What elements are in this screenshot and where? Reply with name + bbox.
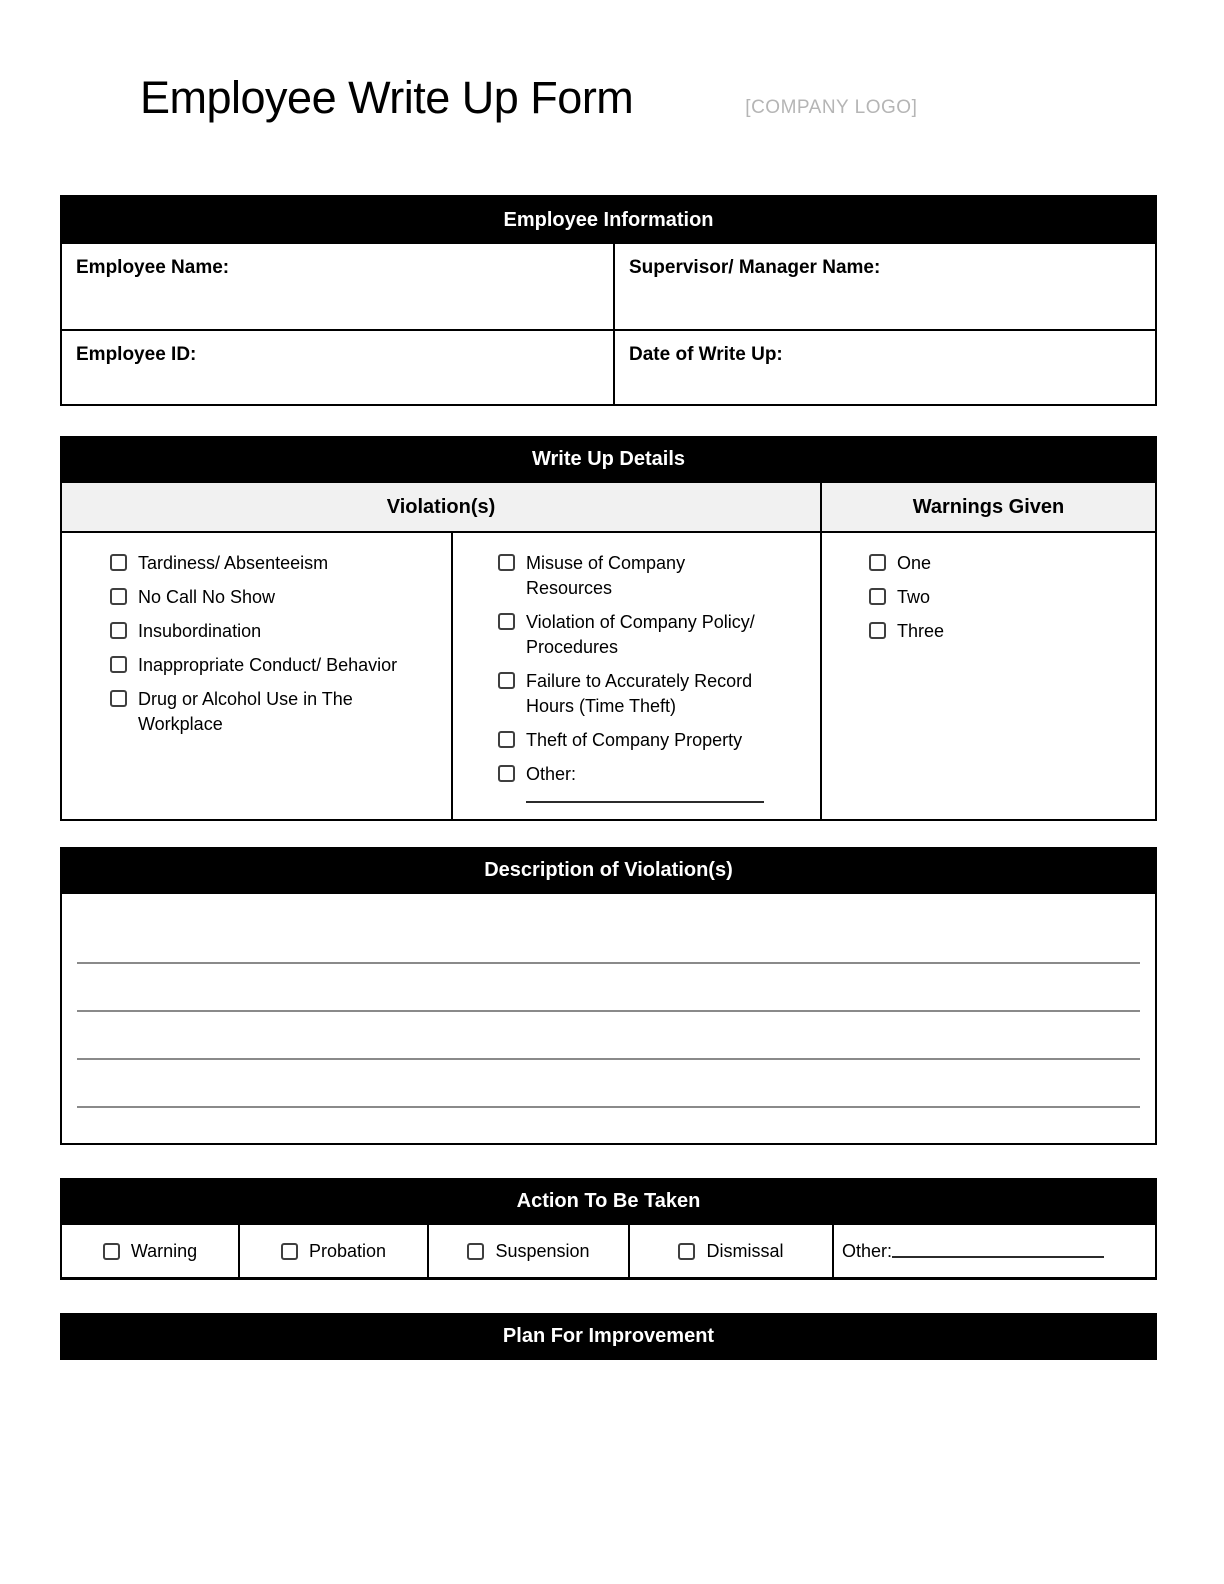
action-label: Warning bbox=[130, 1241, 198, 1261]
employee-info-row-2 bbox=[62, 329, 1155, 404]
violation-label: Violation of Company Policy/ Procedures bbox=[526, 612, 755, 657]
checkbox[interactable] bbox=[110, 622, 127, 639]
violation-option-policy-violation bbox=[498, 610, 820, 660]
violation-label: Inappropriate Conduct/ Behavior bbox=[138, 655, 398, 675]
warning-option-one bbox=[869, 551, 1155, 576]
write-line[interactable] bbox=[77, 1060, 1140, 1108]
violation-label: Insubordination bbox=[138, 621, 262, 641]
warning-option-two bbox=[869, 585, 1155, 610]
violation-option-other bbox=[498, 762, 820, 787]
employee-name-label: Employee Name: bbox=[76, 257, 230, 278]
write-up-details-subheaders bbox=[62, 483, 1155, 533]
action-options-row bbox=[60, 1225, 1157, 1280]
violation-option-drug-alcohol bbox=[110, 687, 451, 737]
warnings-column bbox=[820, 533, 1155, 819]
violation-label: Misuse of Company Resources bbox=[526, 553, 686, 598]
violations-column-header: Violation(s) bbox=[386, 496, 496, 518]
action-option-other bbox=[832, 1225, 1155, 1277]
violation-option-tardiness bbox=[110, 551, 451, 576]
violation-option-inappropriate-conduct bbox=[110, 653, 451, 678]
action-label: Dismissal bbox=[706, 1241, 784, 1261]
violation-option-time-theft bbox=[498, 669, 820, 719]
checkbox[interactable] bbox=[498, 731, 515, 748]
company-logo-placeholder: [COMPANY LOGO] bbox=[745, 97, 918, 118]
checkbox[interactable] bbox=[281, 1243, 298, 1260]
employee-information-section bbox=[60, 195, 1157, 406]
other-violation-fill-line[interactable] bbox=[526, 801, 764, 803]
violation-label: Tardiness/ Absenteeism bbox=[138, 553, 329, 573]
action-option-warning bbox=[62, 1225, 238, 1277]
write-up-details-section bbox=[60, 436, 1157, 821]
checkbox[interactable] bbox=[869, 554, 886, 571]
violation-option-property-theft bbox=[498, 728, 820, 753]
action-other-fill-line[interactable] bbox=[892, 1244, 1104, 1258]
checkbox[interactable] bbox=[110, 588, 127, 605]
plan-header: Plan For Improvement bbox=[60, 1313, 1157, 1360]
checkbox[interactable] bbox=[678, 1243, 695, 1260]
violation-label: No Call No Show bbox=[138, 587, 276, 607]
checkbox[interactable] bbox=[110, 554, 127, 571]
action-option-probation bbox=[238, 1225, 427, 1277]
write-line[interactable] bbox=[77, 1012, 1140, 1060]
action-option-suspension bbox=[427, 1225, 628, 1277]
action-header: Action To Be Taken bbox=[60, 1178, 1157, 1225]
page-title: Employee Write Up Form bbox=[140, 72, 634, 123]
employee-info-row-1 bbox=[62, 244, 1155, 329]
checkbox[interactable] bbox=[869, 588, 886, 605]
checkbox[interactable] bbox=[869, 622, 886, 639]
plan-section bbox=[60, 1313, 1157, 1360]
title-row bbox=[60, 0, 1157, 124]
write-line[interactable] bbox=[77, 964, 1140, 1012]
description-header: Description of Violation(s) bbox=[60, 847, 1157, 894]
warning-option-three bbox=[869, 619, 1155, 644]
employee-name-field[interactable] bbox=[62, 244, 613, 329]
write-line[interactable] bbox=[77, 916, 1140, 964]
violation-label: Theft of Company Property bbox=[526, 730, 743, 750]
checkbox[interactable] bbox=[110, 656, 127, 673]
write-up-details-body bbox=[62, 533, 1155, 819]
warning-label: One bbox=[897, 553, 932, 573]
checkbox[interactable] bbox=[467, 1243, 484, 1260]
checkbox[interactable] bbox=[498, 765, 515, 782]
warning-label: Three bbox=[897, 621, 945, 641]
checkbox[interactable] bbox=[110, 690, 127, 707]
description-section bbox=[60, 847, 1157, 1145]
employee-information-header: Employee Information bbox=[62, 197, 1155, 244]
violation-option-no-call-no-show bbox=[110, 585, 451, 610]
violation-option-misuse-resources bbox=[498, 551, 820, 601]
form-page bbox=[60, 0, 1157, 1360]
date-of-write-up-label: Date of Write Up: bbox=[629, 344, 783, 365]
write-up-details-header: Write Up Details bbox=[60, 436, 1157, 483]
warnings-column-header: Warnings Given bbox=[820, 483, 1155, 531]
checkbox[interactable] bbox=[498, 613, 515, 630]
action-label: Suspension bbox=[495, 1241, 590, 1261]
date-of-write-up-field[interactable] bbox=[613, 331, 1155, 404]
checkbox[interactable] bbox=[498, 554, 515, 571]
action-other-label: Other: bbox=[842, 1240, 893, 1261]
violations-column-2 bbox=[451, 533, 820, 819]
checkbox[interactable] bbox=[103, 1243, 120, 1260]
action-section bbox=[60, 1178, 1157, 1280]
violation-option-insubordination bbox=[110, 619, 451, 644]
checkbox[interactable] bbox=[498, 672, 515, 689]
violation-label: Drug or Alcohol Use in The Workplace bbox=[138, 689, 353, 734]
employee-id-label: Employee ID: bbox=[76, 344, 197, 365]
violations-column-1 bbox=[62, 533, 451, 819]
supervisor-name-label: Supervisor/ Manager Name: bbox=[629, 257, 881, 278]
description-write-area[interactable] bbox=[60, 894, 1157, 1145]
employee-id-field[interactable] bbox=[62, 331, 613, 404]
violation-label: Other: bbox=[526, 764, 577, 784]
action-option-dismissal bbox=[628, 1225, 832, 1277]
supervisor-name-field[interactable] bbox=[613, 244, 1155, 329]
violation-label: Failure to Accurately Record Hours (Time Theft) bbox=[526, 671, 753, 716]
warning-label: Two bbox=[897, 587, 931, 607]
action-label: Probation bbox=[308, 1241, 387, 1261]
